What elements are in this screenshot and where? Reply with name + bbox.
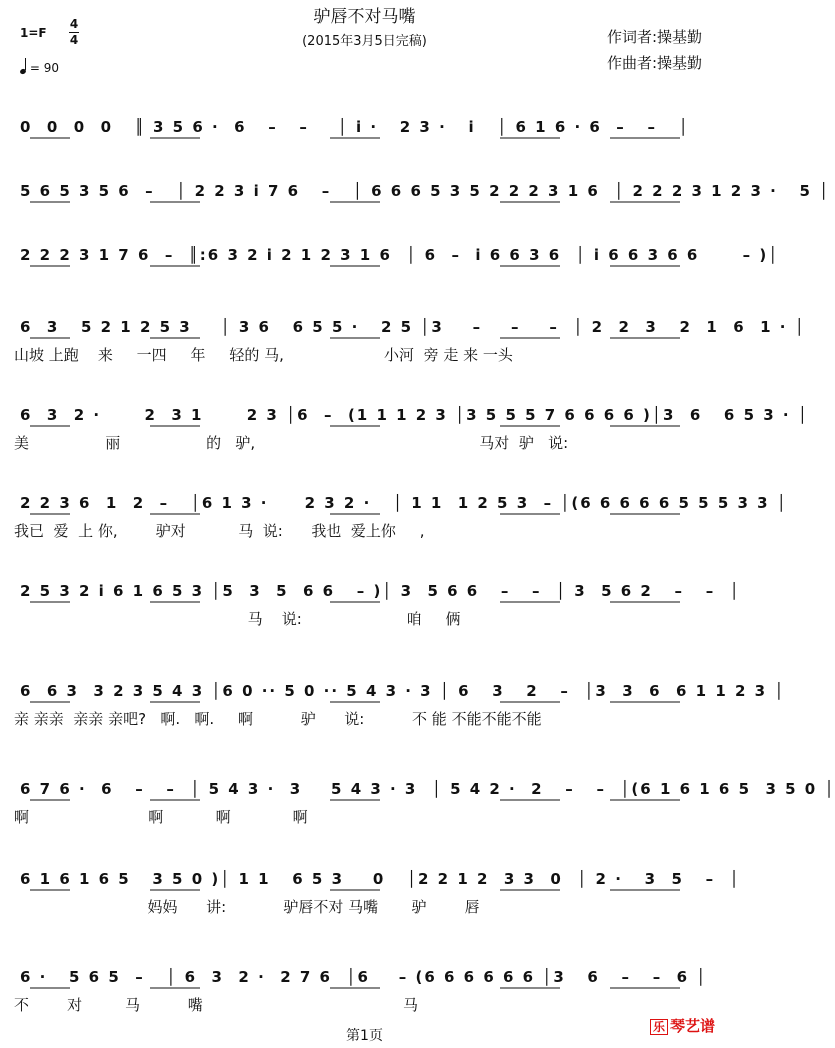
notation-line: 6 7 6 · 6 – – │ 5 4 3 · 3 5 4 3 · 3 │ 5 4 2 · 2 – – │(6 1 6 1 6 5 3 5 0 │ (20, 780, 835, 798)
notation-line: 5 6 5 3 5 6 – │ 2 2 3 i 7 6 – │ 6 6 6 5 3 5 2 2 2 3 1 6 │ 2 2 2 3 1 2 3 · 5 │ (20, 182, 831, 200)
notation-line: 6 3 5 2 1 2 5 3 │ 3 6 6 5 5 · 2 5 │3 – – – │ 2 2 3 2 1 6 1 · │ (20, 318, 806, 336)
beam-lines (0, 968, 729, 998)
page-number: 第1页 (346, 1028, 383, 1044)
beam-lines (0, 494, 729, 524)
notation-line: 2 5 3 2 i 6 1 6 5 3 │5 3 5 6 6 – )│ 3 5 6 6 – – │ 3 5 6 2 – – │ (20, 582, 741, 600)
tempo-marking (20, 60, 59, 75)
notation-line: 0 0 0 0 ║ 3 5 6 · 6 – – │ i · 2 3 · i │ 6 1 6 · 6 – – │ (20, 118, 690, 136)
beam-lines (0, 246, 729, 276)
lyricist-credit: 作词者:操基勤 (607, 28, 703, 46)
staff-row (0, 870, 741, 916)
staff-row (0, 494, 788, 540)
beam-lines (0, 682, 729, 712)
notation-line: 6 3 2 · 2 3 1 2 3 │6 – (1 1 1 2 3 │3 5 5 5 7 6 6 6 6 )│3 6 6 5 3 · │ (20, 406, 809, 424)
staff-row (0, 246, 780, 282)
beam-lines (0, 118, 729, 148)
staff-row (0, 682, 786, 728)
notation-line: 6 6 3 3 2 3 5 4 3 │6 0 ·· 5 0 ·· 5 4 3 · 3 │ 6 3 2 – │3 3 6 6 1 1 2 3 │ (20, 682, 786, 700)
beam-lines (0, 318, 729, 348)
notation-line: 2 2 2 3 1 7 6 – ║:6 3 2 i 2 1 2 3 1 6 │ 6 – i 6 6 3 6 │ i 6 6 3 6 6 – )│ (20, 246, 780, 264)
staff-row (0, 968, 729, 1014)
lyric-line: 马 说: 咱 俩 (14, 610, 461, 628)
staff-row (0, 780, 835, 826)
lyric-line: 不 对 马 嘴 马 (14, 996, 418, 1014)
notation-line: 2 2 3 6 1 2 – │6 1 3 · 2 3 2 · │ 1 1 1 2 5 3 – │(6 6 6 6 6 5 5 5 3 3 │ (20, 494, 788, 512)
staff-row (0, 406, 809, 452)
notation-line: 6 · 5 6 5 – │ 6 3 2 · 2 7 6 │6 – (6 6 6 6 6 6 │3 6 – – 6 │ (20, 968, 708, 986)
site-logo (650, 1015, 715, 1036)
logo-icon: 乐 (650, 1019, 668, 1035)
staff-row (0, 182, 831, 218)
time-signature-bottom: 4 (69, 33, 79, 47)
beam-lines (0, 870, 729, 900)
beam-lines (0, 182, 729, 212)
lyric-line: 亲 亲亲 亲亲 亲吧? 啊. 啊. 啊 驴 说: 不 能 不能不能不能 (14, 710, 542, 728)
composer-credit: 作曲者:操基勤 (607, 54, 703, 72)
lyric-line: 美 丽 的 驴, 马对 驴 说: (14, 434, 569, 452)
key-signature: 1=F (20, 26, 47, 40)
lyric-line: 我已 爱 上 你, 驴对 马 说: 我也 爱上你 , (14, 522, 425, 540)
lyric-line: 啊 啊 啊 啊 (14, 808, 308, 826)
notation-line: 6 1 6 1 6 5 3 5 0 )│ 1 1 6 5 3 0 │2 2 1 2 3 3 0 │ 2 · 3 5 – │ (20, 870, 741, 888)
lyric-line: 山坡 上跑 来 一四 年 轻的 马, 小河 旁 走 来 一头 (14, 346, 513, 364)
song-title: 驴唇不对马嘴 (313, 7, 416, 27)
time-signature-top: 4 (69, 17, 79, 31)
staff-row (0, 118, 729, 154)
lyric-line: 妈妈 讲: 驴唇不对 马嘴 驴 唇 (14, 898, 480, 916)
beam-lines (0, 582, 729, 612)
beam-lines (0, 406, 729, 436)
staff-row (0, 318, 806, 364)
time-signature (68, 18, 80, 47)
completion-date: (2015年3月5日完稿) (302, 34, 427, 49)
staff-row (0, 582, 741, 628)
beam-lines (0, 780, 729, 810)
tempo-value: = 90 (29, 61, 59, 75)
logo-text: 琴艺谱 (670, 1017, 716, 1035)
